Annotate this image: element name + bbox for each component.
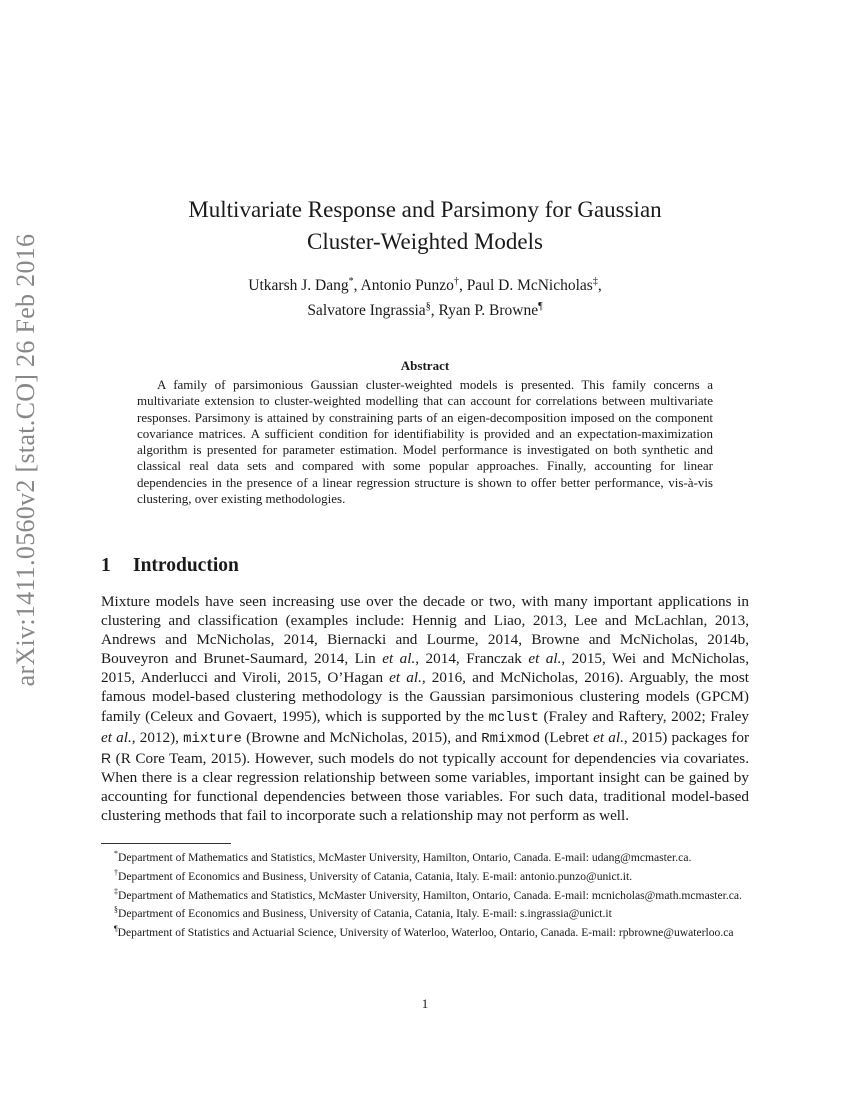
introduction-paragraph [101,592,749,825]
author-name: Paul D. McNicholas [466,277,593,295]
abstract-heading: Abstract [400,358,450,373]
section-number: 1 [101,555,111,576]
footnote [101,922,749,941]
text-run: (Fraley and Raftery, 2002; Fraley [538,707,750,725]
et-al: et al. [528,650,562,668]
arxiv-sidebar-stamp [0,233,52,687]
footnote-mark: ‡ [114,886,118,896]
package-mclust: mclust [488,709,539,726]
page-number: 1 [421,996,429,1011]
text-run: , 2015, Wei and McNicholas, 2015, Anderlucci and Viroli, 2015, O’Hagan [101,650,749,687]
author-mark: § [425,301,431,313]
et-al: et al. [382,650,416,668]
title-line-1: Multivariate Response and Parsimony for Gaussian [188,197,662,222]
footnote-rule [101,843,231,844]
author-name: Ryan P. Browne [438,302,539,320]
author-name: Antonio Punzo [360,277,454,295]
footnote-text: Department of Economics and Business, University of Catania, Catania, Italy. E-mail: antonio.punzo@unict.it. [118,869,633,883]
et-al: et al. [101,728,132,746]
text-run: (R Core Team, 2015). However, such models do not typically account for dependencies via covariates. When there is a clear regression relationship between some variables, important insight can be gained by accounting for functional dependencies between those variables. For such data, traditional model-based clustering methods that fail to incorporate such a relationship may not perform as well. [101,749,749,825]
et-al: et al. [389,669,422,687]
footnotes [101,847,749,941]
footnote-mark: † [114,867,118,877]
package-mixture: mixture [183,730,242,747]
author-mark: ¶ [538,301,543,313]
text-run: , 2012), [131,728,184,746]
abstract-text: A family of parsimonious Gaussian cluster-weighted models is presented. This family concerns a multivariate extension to cluster-weighted modelling that can account for correlations between multivariate responses. Parsimony is attained by constraining parts of an eigen-decomposition imposed on the component covariance matrices. A sufficient condition for identifiability is provided and an expectation-maximization algorithm is presented for parameter estimation. Model performance is investigated on both synthetic and classical real data sets and compared with some popular approaches. Finally, accounting for linear dependencies in the presence of a linear regression structure is shown to offer better performance, vis-à-vis clustering, over existing methodologies. [137,377,713,507]
et-al: et al. [593,728,624,746]
footnote-mark: ¶ [114,924,118,934]
author-name: Salvatore Ingrassia [307,302,426,320]
footnote-mark: * [114,849,118,858]
author-list: Utkarsh J. Dang*, Antonio Punzo†, Paul D. McNicholas‡, Salvatore Ingrassia§, Ryan P. Browne¶ [248,276,602,320]
section-heading [101,555,239,577]
text-run: (Browne and McNicholas, 2015), and [241,728,482,746]
footnote [101,847,749,866]
text-run: , 2015) packages for [623,728,750,746]
footnote-text: Department of Statistics and Actuarial Science, University of Waterloo, Waterloo, Ontario, Canada. E-mail: rpbrowne@uwaterloo.ca [117,925,734,939]
text-run: , 2016, and McNicholas, 2016). Arguably, the most famous model-based clustering methodology is the Gaussian parsimonious clustering models (GPCM) family (Celeux and Govaert, 1995), which is supported by the [101,669,750,725]
footnote-text: Department of Mathematics and Statistics, McMaster University, Hamilton, Ontario, Canada. E-mail: mcnicholas@math.mcmaster.ca. [118,888,742,902]
section-title: Introduction [133,555,239,576]
language-r: R [101,749,112,766]
author-mark: ‡ [592,276,598,287]
text-run: (Lebret [540,728,594,746]
text-run: , 2014, Franczak [415,650,529,668]
author-name: Utkarsh J. Dang [248,277,349,295]
footnote-text: Department of Mathematics and Statistics, McMaster University, Hamilton, Ontario, Canada. E-mail: udang@mcmaster.ca. [118,850,692,864]
title-line-2: Cluster-Weighted Models [307,229,543,254]
package-rmixmod: Rmixmod [481,730,541,747]
footnote-mark: § [114,905,118,915]
footnote [101,866,749,885]
footnote-text: Department of Economics and Business, University of Catania, Catania, Italy. E-mail: s.ingrassia@unict.it [118,907,612,921]
author-mark: † [453,276,459,287]
author-mark: * [348,276,354,287]
abstract-body [137,377,713,507]
footnote [101,885,749,904]
paper-title [100,194,750,258]
footnote [101,903,749,922]
arxiv-id: arXiv:1411.0560v2 [stat.CO] 26 Feb 2016 [11,233,40,687]
text-run: Mixture models have seen increasing use over the decade or two, with many important applications in clustering and classification (examples include: Hennig and Liao, 2013, Lee and McLachlan, 2013, Andrews and McNicholas, 2014, Biernacki and Lourme, 2014, Browne and McNicholas, 2014b, Bouveyron and Brunet-Saumard, 2014, Lin [101,593,749,668]
